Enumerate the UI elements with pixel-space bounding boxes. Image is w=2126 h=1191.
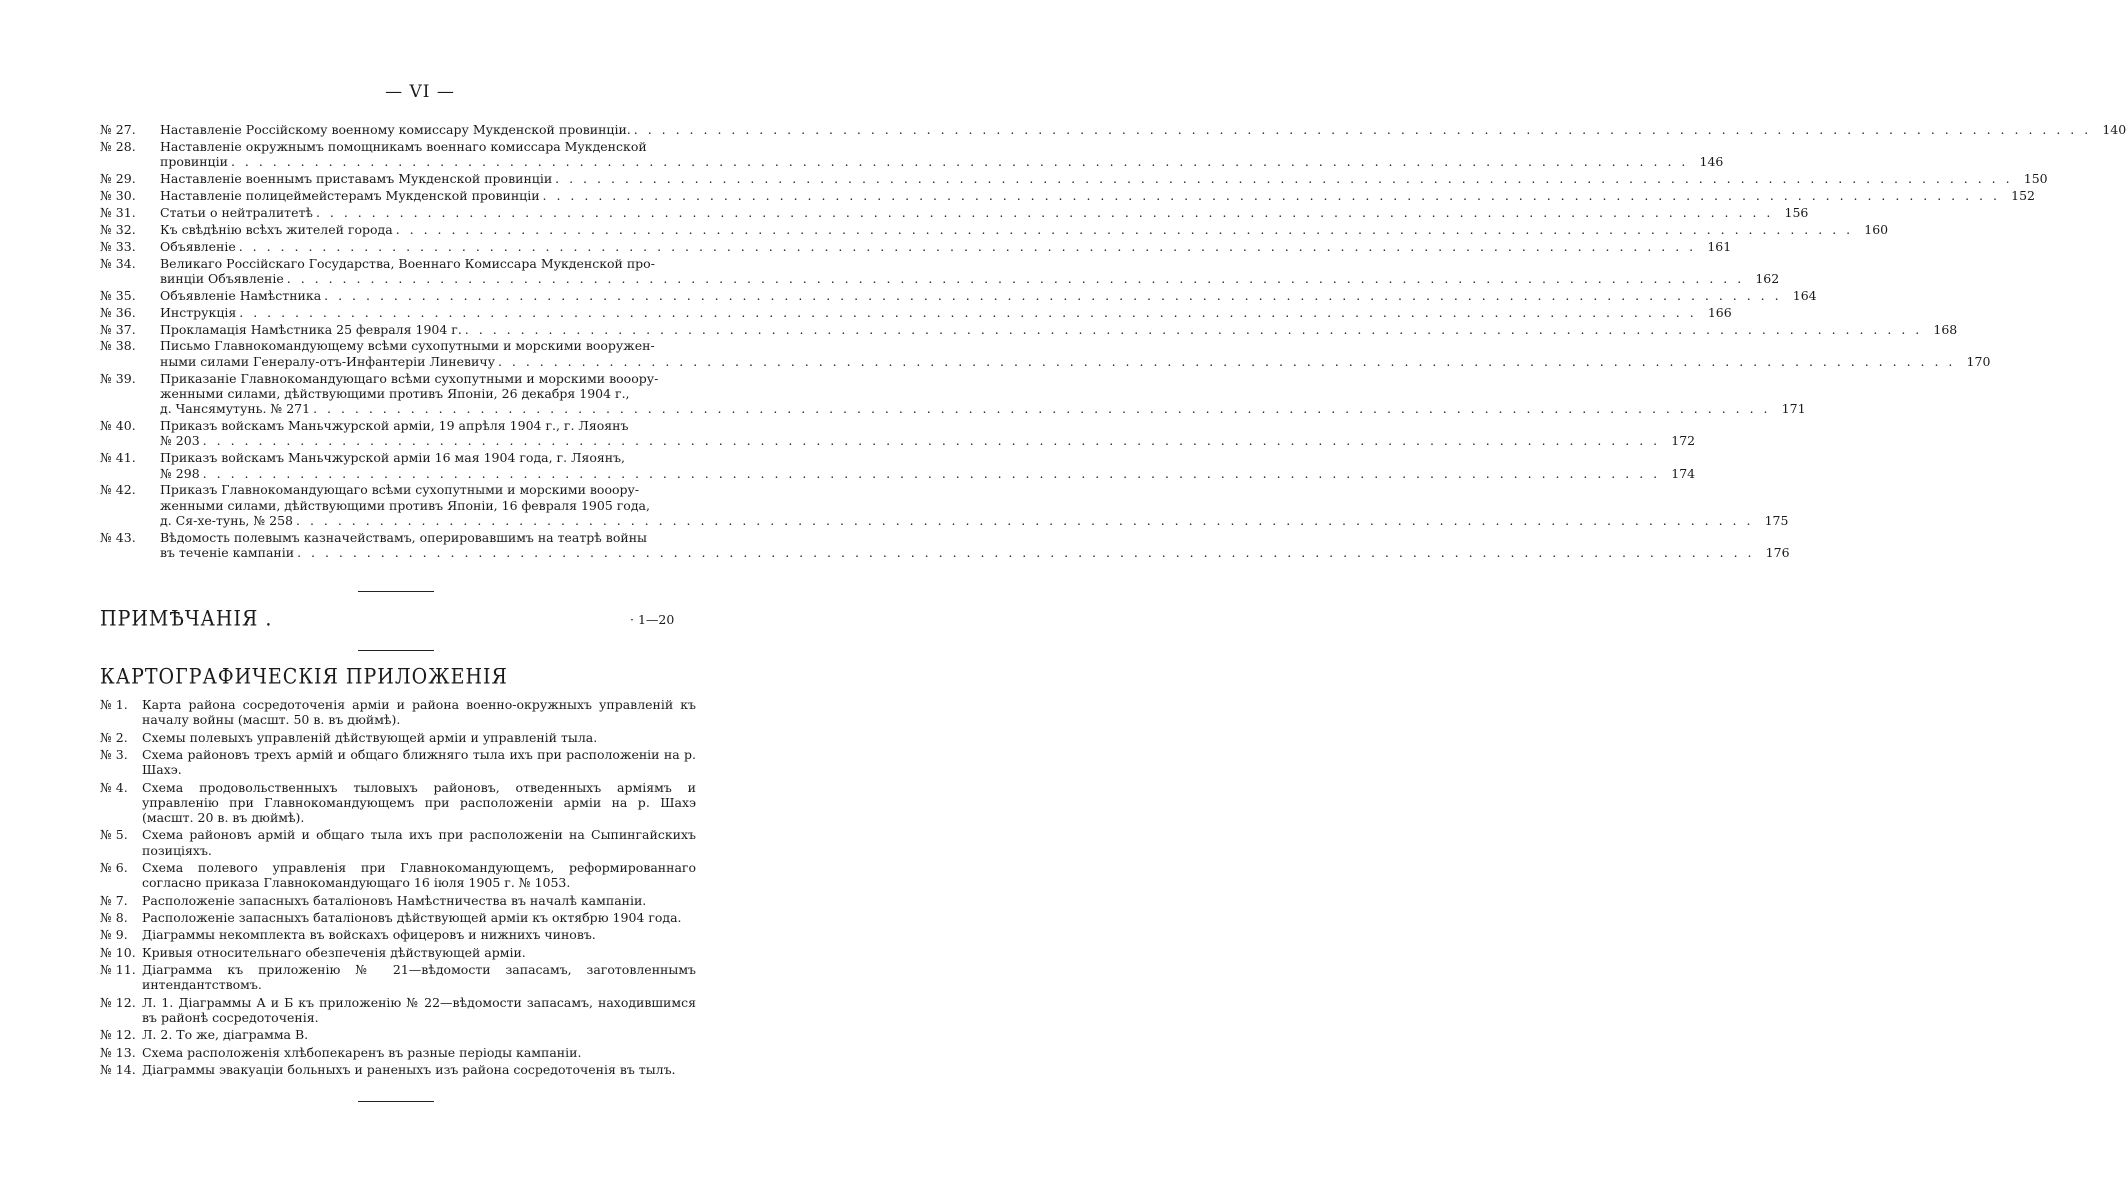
entry-number: № 28. [100,138,136,154]
page-ref: 146 [1699,154,1724,170]
list-item [100,860,696,890]
toc-entry [100,529,1790,561]
entry-title: Инструкція [160,304,237,320]
list-item [100,945,696,960]
entry-number: № 37. [100,321,136,337]
entry-title: Объявленіе [160,238,236,254]
toc-entry [100,450,1696,481]
entry-number: № 27. [100,122,136,137]
entry-number: № 42. [100,482,136,498]
page-ref: 172 [1671,433,1696,449]
notes-page-range: · 1—20 [630,612,675,627]
item-text: Кривыя относительнаго обезпеченія дѣйствующей арміи. [142,944,526,960]
list-item [100,697,696,727]
list-item [100,910,696,925]
item-text: Л. 1. Діаграммы А и Б къ приложенію № 22—вѣдомости запасамъ, находившимся въ районѣ сосредоточенія. [142,994,696,1025]
entry-title: въ теченіе кампаніи [160,545,295,561]
entry-title-line: Письмо Главнокомандующему всѣми сухопутными и морскими вооружен- [160,338,655,354]
entry-number: № 41. [100,450,136,466]
entry-number: № 29. [100,171,136,187]
entry-title: д. Ся-хе-тунь, № 258 [160,513,294,529]
entry-title-line: Великаго Россійскаго Государства, Военнаго Комиссара Мукденской про- [160,255,655,271]
list-item [100,995,696,1025]
list-item [100,893,696,908]
page-ref: 164 [1792,287,1817,303]
maps-heading: КАРТОГРАФИЧЕСКІЯ ПРИЛОЖЕНІЯ [100,664,508,690]
entry-title: Прокламація Намѣстника 25 февраля 1904 г. [160,321,462,337]
toc-entry [100,304,1732,320]
item-text: Схема районовъ армій и общаго тыла ихъ при расположеніи на Сыпингайскихъ позиціяхъ. [142,827,696,858]
page-ref: 175 [1764,513,1789,529]
entry-title: Наставленіе военнымъ приставамъ Мукденской провинціи [160,171,553,187]
entry-title-line: Приказъ Главнокомандующаго всѣми сухопутными и морскими вооору- [160,482,640,498]
entry-title: № 298 [160,465,200,481]
item-number: № 6. [100,859,128,875]
item-number: № 1. [100,697,128,712]
item-text: Л. 2. То же, діаграмма В. [142,1027,309,1043]
item-text: Расположеніе запасныхъ баталіоновъ дѣйствующей арміи къ октябрю 1904 года. [142,909,682,925]
toc-entry [100,370,1806,417]
entry-title: ными силами Генералу-отъ-Инфантеріи Линевичу [160,353,495,369]
item-text: Діаграммы эвакуаціи больныхъ и раненыхъ изъ района сосредоточенія въ тылъ. [142,1062,676,1078]
page-ref: 150 [2023,171,2048,187]
list-item [100,1062,696,1077]
dot-leader [324,288,1781,303]
dot-leader [634,122,2091,137]
entry-title: Объявленіе Намѣстника [160,287,322,303]
entry-number: № 36. [100,304,136,320]
page-ref: 156 [1784,204,1809,220]
item-number: № 12. [100,994,136,1010]
toc-entry [100,321,1958,337]
item-number: № 2. [100,729,128,745]
list-item [100,827,696,857]
page-ref: 168 [1933,321,1958,337]
item-text: Схема расположенія хлѣбопекаренъ въ разные періоды кампаніи. [142,1044,582,1060]
toc-entry [100,255,1780,287]
list-item [100,1045,696,1060]
entry-title-line: Приказъ войскамъ Маньчжурской арміи 16 мая 1904 года, г. Ляоянъ, [160,450,626,466]
entry-number: № 30. [100,187,136,203]
entry-number: № 35. [100,287,136,303]
list-item [100,962,696,992]
entry-number: № 38. [100,338,136,354]
page-ref: 174 [1671,465,1696,481]
section-divider [358,650,434,651]
item-number: № 9. [100,927,128,943]
item-text: Карта района сосредоточенія арміи и района военно-окружныхъ управленій къ началу войны (масшт. 50 в. въ дюймѣ). [142,697,696,728]
toc-entry [100,418,1696,449]
dot-leader [316,205,1773,220]
entry-number: № 40. [100,418,136,434]
toc-entry [100,287,1817,303]
entry-title: винціи Объявленіе [160,270,284,286]
dot-leader [498,354,1955,369]
item-number: № 4. [100,779,128,795]
toc-entry [100,204,1809,220]
item-text: Расположеніе запасныхъ баталіоновъ Намѣстничества въ началѣ кампаніи. [142,892,647,908]
dot-leader [543,188,2000,203]
entry-title: провинціи [160,154,228,170]
toc-entry [100,338,1991,369]
item-text: Діаграммы некомплекта въ войскахъ офицеровъ и нижнихъ чиновъ. [142,927,596,943]
item-text: Діаграмма къ приложенію № 21—вѣдомости запасамъ, заготовленнымъ интендантствомъ. [142,962,696,993]
entry-number: № 33. [100,238,136,254]
entry-title-line: Приказаніе Главнокомандующаго всѣми сухопутными и морскими вооору- [160,370,659,386]
item-number: № 8. [100,909,128,925]
page-ref: 171 [1781,401,1806,417]
entry-number: № 34. [100,255,136,271]
dot-leader [287,271,1744,286]
page-ref: 161 [1707,238,1732,254]
section-divider [358,1101,434,1102]
table-of-contents [100,122,2126,562]
item-number: № 7. [100,892,128,908]
entry-title: Статьи о нейтралитетѣ [160,204,313,220]
list-item [100,1027,696,1042]
entry-title-line: женными силами, дѣйствующими противъ Японіи, 26 декабря 1904 г., [160,385,630,401]
page-ref: 176 [1765,545,1790,561]
dot-leader [297,545,1754,560]
entry-title: д. Чансямутунь. № 271 [160,401,311,417]
dot-leader [231,154,1688,169]
entry-title-line: Приказъ войскамъ Маньчжурской арміи, 19 апрѣля 1904 г., г. Ляоянъ [160,418,629,434]
item-number: № 5. [100,827,128,843]
dot-leader [313,401,1770,416]
item-text: Схема продовольственныхъ тыловыхъ районовъ, отведенныхъ арміямъ и управленію при Главнокомандующемъ при расположеніи арміи на р. Шахэ (масшт. 20 в. въ дюймѣ). [142,779,696,825]
entry-title-line: Наставленіе окружнымъ помощникамъ военнаго комиссара Мукденской [160,138,647,154]
dot-leader [239,305,1696,320]
page-ref: 140 [2102,122,2126,137]
dot-leader [296,513,1753,528]
notes-heading: ПРИМѢЧАНІЯ . [100,606,273,632]
dot-leader [203,433,1660,448]
toc-entry [100,171,2048,187]
item-number: № 3. [100,746,128,762]
dot-leader [203,466,1660,481]
section-divider [358,591,434,592]
item-text: Схемы полевыхъ управленій дѣйствующей арміи и управленій тыла. [142,729,598,745]
dot-leader [555,171,2012,186]
item-number: № 11. [100,962,136,978]
dot-leader [396,222,1853,237]
item-number: № 13. [100,1044,136,1060]
entry-number: № 31. [100,204,136,220]
map-appendix-list [100,697,696,1079]
toc-entry [100,221,1889,237]
list-item [100,747,696,777]
item-number: № 12. [100,1027,136,1043]
toc-entry [100,482,1789,529]
entry-title: Наставленіе Россійскому военному комиссару Мукденской провинціи. [160,122,631,137]
page-ref: 160 [1864,221,1889,237]
item-text: Схема полевого управленія при Главнокомандующемъ, реформированнаго согласно приказа Главнокомандующаго 16 іюля 1905 г. № 1053. [142,859,696,891]
list-item [100,730,696,745]
toc-entry [100,122,2126,137]
dot-leader [465,322,1922,337]
item-number: № 14. [100,1062,136,1078]
page-ref: 170 [1966,353,1991,369]
page-ref: 166 [1707,304,1732,320]
entry-title: № 203 [160,433,200,449]
page-ref: 152 [2011,187,2035,203]
page-header: — VI — [385,82,455,102]
list-item [100,927,696,942]
dot-leader [239,239,1696,254]
entry-title-line: женными силами, дѣйствующими противъ Японіи, 16 февраля 1905 года, [160,497,650,513]
toc-entry [100,238,1732,254]
toc-entry [100,138,1724,170]
entry-number: № 39. [100,370,136,386]
entry-title-line: Вѣдомость полевымъ казначействамъ, оперировавшимъ на театрѣ войны [160,529,647,545]
entry-number: № 32. [100,221,136,237]
page-ref: 162 [1755,270,1780,286]
item-text: Схема районовъ трехъ армій и общаго ближняго тыла ихъ при расположеніи на р. Шахэ. [142,746,696,778]
item-number: № 10. [100,944,136,960]
toc-entry [100,187,2035,203]
list-item [100,780,696,826]
entry-title: Наставленіе полицеймейстерамъ Мукденской провинціи [160,187,540,203]
entry-number: № 43. [100,529,136,545]
entry-title: Къ свѣдѣнію всѣхъ жителей города [160,221,393,237]
